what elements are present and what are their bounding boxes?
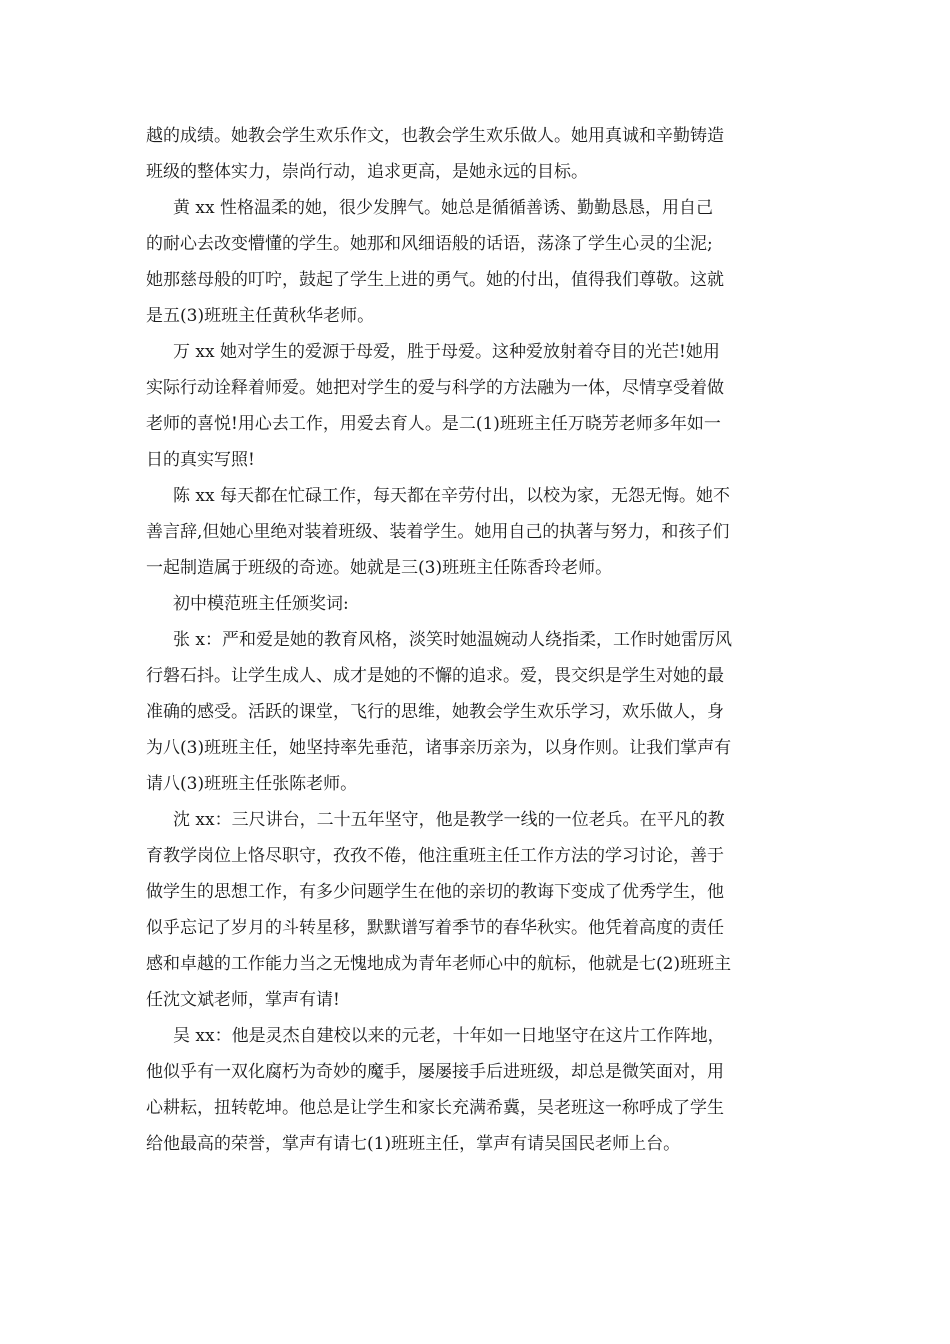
text-line: 她那慈母般的叮咛，鼓起了学生上进的勇气。她的付出，值得我们尊敬。这就	[146, 270, 724, 290]
paragraph-start-line: 万 xx 她对学生的爱源于母爱，胜于母爱。这种爱放射着夺目的光芒!她用	[173, 342, 720, 362]
text-line: 感和卓越的工作能力当之无愧地成为青年老师心中的航标，他就是七(2)班班主	[146, 954, 732, 974]
text-line: 似乎忘记了岁月的斗转星移，默默谱写着季节的春华秋实。他凭着高度的责任	[146, 918, 724, 938]
section-heading-line: 初中模范班主任颁奖词:	[173, 594, 349, 614]
text-line: 他似乎有一双化腐朽为奇妙的魔手，屡屡接手后进班级，却总是微笑面对，用	[146, 1062, 724, 1082]
paragraph-start-line: 吴 xx：他是灵杰自建校以来的元老，十年如一日地坚守在这片工作阵地，	[173, 1026, 725, 1046]
text-line: 老师的喜悦!用心去工作，用爱去育人。是二(1)班班主任万晓芳老师多年如一	[146, 414, 721, 434]
text-line: 的耐心去改变懵懂的学生。她那和风细语般的话语，荡涤了学生心灵的尘泥;	[146, 234, 713, 254]
text-line: 请八(3)班班主任张陈老师。	[146, 774, 358, 794]
text-line: 是五(3)班班主任黄秋华老师。	[146, 306, 375, 326]
paragraph-start-line: 沈 xx：三尺讲台，二十五年坚守，他是教学一线的一位老兵。在平凡的教	[173, 810, 725, 830]
document-body	[146, 118, 806, 1162]
text-line: 任沈文斌老师，掌声有请!	[146, 990, 340, 1010]
text-line: 班级的整体实力，崇尚行动，追求更高，是她永远的目标。	[146, 162, 588, 182]
text-line: 做学生的思想工作，有多少问题学生在他的亲切的教诲下变成了优秀学生，他	[146, 882, 724, 902]
text-line: 准确的感受。活跃的课堂，飞行的思维，她教会学生欢乐学习，欢乐做人，身	[146, 702, 724, 722]
text-line: 善言辞,但她心里绝对装着班级、装着学生。她用自己的执著与努力，和孩子们	[146, 522, 730, 542]
paragraph-start-line: 张 x：严和爱是她的教育风格，淡笑时她温婉动人绕指柔，工作时她雷厉风	[173, 630, 732, 650]
paragraph-start-line: 黄 xx 性格温柔的她，很少发脾气。她总是循循善诱、勤勤恳恳，用自己	[173, 198, 713, 218]
text-line: 实际行动诠释着师爱。她把对学生的爱与科学的方法融为一体，尽情享受着做	[146, 378, 724, 398]
text-line: 越的成绩。她教会学生欢乐作文，也教会学生欢乐做人。她用真诚和辛勤铸造	[146, 126, 724, 146]
text-line: 一起制造属于班级的奇迹。她就是三(3)班班主任陈香玲老师。	[146, 558, 613, 578]
paragraph-start-line: 陈 xx 每天都在忙碌工作，每天都在辛劳付出，以校为家，无怨无悔。她不	[173, 486, 730, 506]
text-line: 育教学岗位上恪尽职守，孜孜不倦，他注重班主任工作方法的学习讨论，善于	[146, 846, 724, 866]
text-line: 给他最高的荣誉，掌声有请七(1)班班主任，掌声有请吴国民老师上台。	[146, 1134, 681, 1154]
text-line: 日的真实写照!	[146, 450, 255, 470]
text-line: 心耕耘，扭转乾坤。他总是让学生和家长充满希冀，吴老班这一称呼成了学生	[146, 1098, 724, 1118]
text-line: 为八(3)班班主任，她坚持率先垂范，诸事亲历亲为，以身作则。让我们掌声有	[146, 738, 732, 758]
text-line: 行磐石抖。让学生成人、成才是她的不懈的追求。爱，畏交织是学生对她的最	[146, 666, 724, 686]
